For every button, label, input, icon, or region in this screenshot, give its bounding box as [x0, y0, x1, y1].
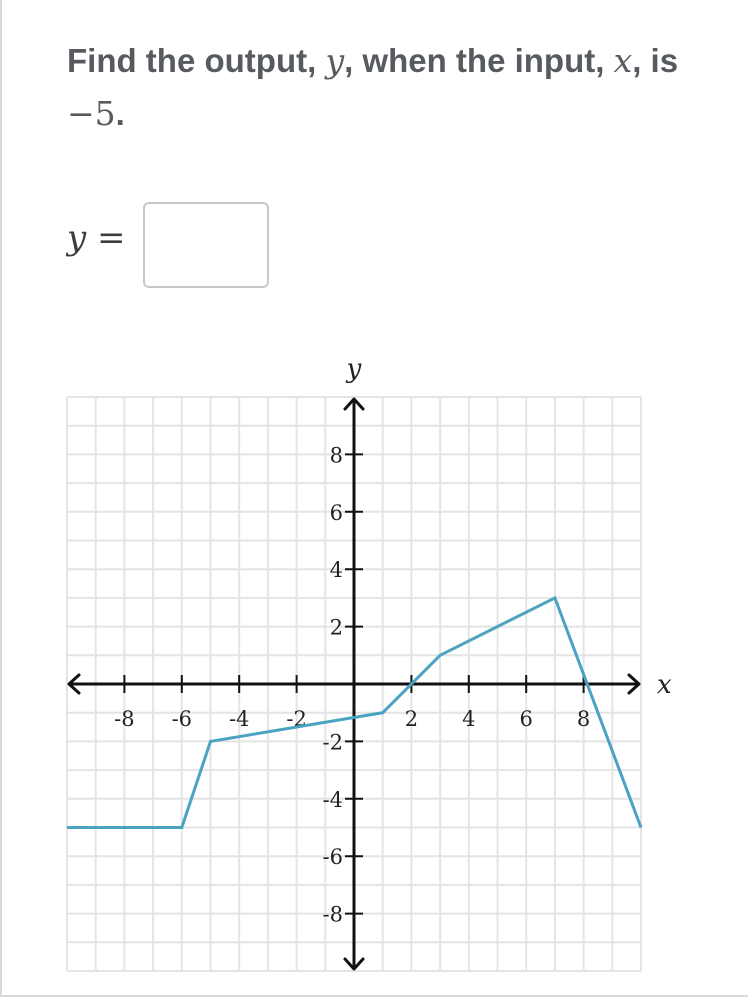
x-tick-label: -2	[286, 707, 307, 731]
question-part-4: .	[115, 95, 125, 132]
question-part-2: , when the input,	[344, 42, 614, 79]
y-tick-label: -4	[322, 787, 343, 812]
question-var-x: x	[613, 41, 633, 80]
answer-input[interactable]	[143, 202, 269, 288]
question-var-y: y	[325, 41, 345, 80]
question-text	[67, 34, 707, 140]
axes	[69, 354, 672, 969]
y-tick-label: -2	[322, 730, 343, 755]
answer-label-eq: =	[86, 218, 126, 258]
y-tick-label: 2	[329, 615, 343, 640]
function-graph	[0, 340, 750, 980]
x-tick-label: -4	[228, 707, 250, 731]
y-axis-label: y	[346, 354, 362, 384]
y-tick-label: 4	[329, 558, 343, 583]
y-tick-label: -8	[322, 902, 343, 927]
x-tick-label: -6	[171, 707, 193, 731]
x-tick-label: 2	[404, 707, 419, 731]
y-tick-label: -6	[322, 845, 343, 870]
y-tick-label: 6	[329, 500, 343, 525]
answer-label-var: y	[67, 218, 87, 258]
x-tick-label: 6	[519, 707, 533, 731]
question-part-1: Find the output,	[67, 42, 326, 79]
x-tick-label: -8	[114, 707, 135, 731]
y-tick-label: 8	[329, 443, 343, 468]
answer-label	[67, 218, 126, 258]
x-tick-label: 8	[576, 707, 591, 731]
x-axis-label: x	[657, 670, 672, 700]
question-value: −5	[67, 94, 116, 133]
question-part-3: , is	[632, 42, 679, 79]
x-tick-label: 4	[462, 707, 476, 731]
